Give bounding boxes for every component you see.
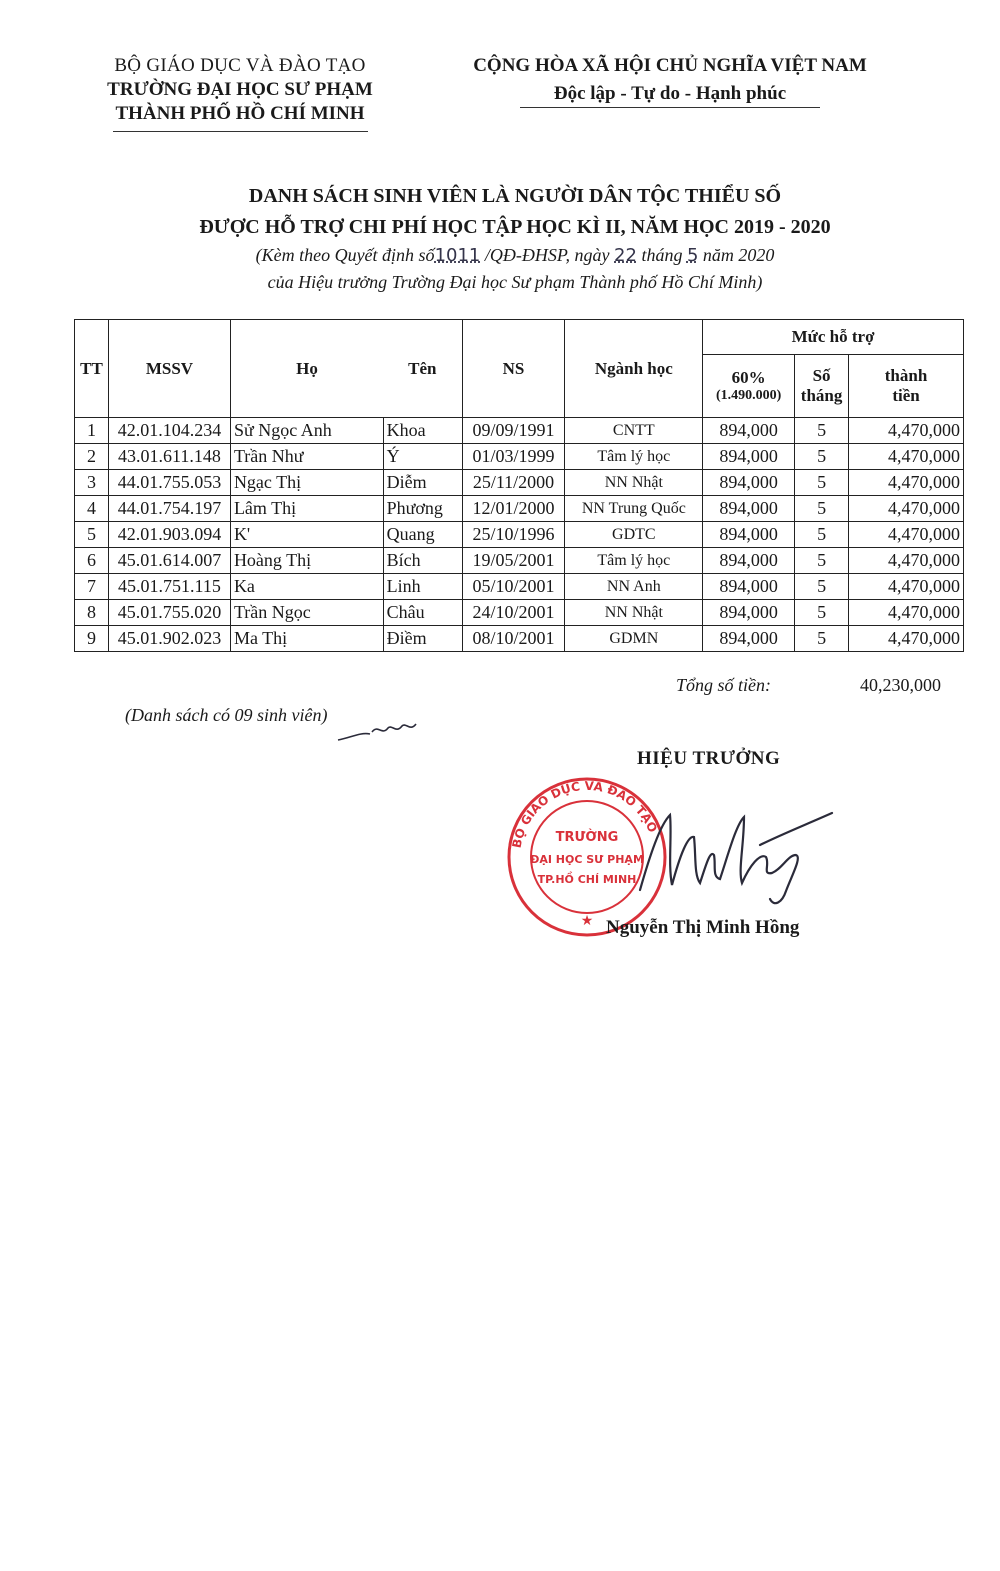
decision-month: 5	[686, 245, 699, 266]
total-value: 40,230,000	[860, 675, 941, 695]
title-line4: của Hiệu trưởng Trường Đại học Sư phạm Thành phố Hồ Chí Minh)	[267, 272, 763, 292]
cell-months: 5	[795, 574, 849, 600]
cell-total: 4,470,000	[849, 522, 964, 548]
decision-number: 1011	[434, 245, 481, 266]
cell-ten: Quang	[383, 522, 462, 548]
cell-amount: 894,000	[703, 418, 795, 444]
cell-mssv: 42.01.903.094	[108, 522, 230, 548]
decision-day: 22	[614, 245, 637, 266]
seal-line2: ĐẠI HỌC SƯ PHẠM	[530, 853, 644, 866]
col-header-mssv: MSSV	[108, 320, 230, 418]
cell-ns: 05/10/2001	[462, 574, 565, 600]
cell-ns: 25/11/2000	[462, 470, 565, 496]
cell-months: 5	[795, 496, 849, 522]
cell-tt: 6	[75, 548, 109, 574]
cell-total: 4,470,000	[849, 600, 964, 626]
cell-nganh: NN Nhật	[565, 600, 703, 626]
cell-nganh: CNTT	[565, 418, 703, 444]
cell-tt: 7	[75, 574, 109, 600]
cell-ten: Bích	[383, 548, 462, 574]
cell-ho: Ka	[230, 574, 383, 600]
cell-ten: Diễm	[383, 470, 462, 496]
cell-nganh: NN Nhật	[565, 470, 703, 496]
initials-mark	[330, 710, 430, 750]
cell-months: 5	[795, 444, 849, 470]
cell-amount: 894,000	[703, 574, 795, 600]
cell-amount: 894,000	[703, 444, 795, 470]
cell-mssv: 43.01.611.148	[108, 444, 230, 470]
cell-nganh: GDTC	[565, 522, 703, 548]
seal-ring-text: BỘ GIÁO DỤC VÀ ĐÀO TẠO	[509, 778, 660, 850]
table-row	[75, 626, 964, 652]
cell-months: 5	[795, 600, 849, 626]
seal-line3: TP.HỒ CHÍ MINH	[537, 873, 637, 886]
cell-months: 5	[795, 548, 849, 574]
col-header-pct-amount: (1.490.000)	[715, 388, 782, 403]
cell-months: 5	[795, 470, 849, 496]
seal-star-icon: ★	[580, 913, 594, 929]
table-row	[75, 470, 964, 496]
decision-mid: /QĐ-ĐHSP, ngày	[484, 245, 610, 265]
col-header-so-thang-2: tháng	[800, 386, 843, 405]
col-header-thanh-tien-1: thành	[884, 366, 928, 385]
cell-tt: 9	[75, 626, 109, 652]
issuer-header	[60, 55, 420, 132]
col-header-ns: NS	[462, 320, 565, 418]
cell-mssv: 42.01.104.234	[108, 418, 230, 444]
rector-signature	[610, 795, 840, 915]
country-name: CỘNG HÒA XÃ HỘI CHỦ NGHĨA VIỆT NAM	[473, 55, 867, 76]
col-header-ten: Tên	[383, 320, 462, 418]
cell-ns: 19/05/2001	[462, 548, 565, 574]
decision-month-label: tháng	[641, 245, 683, 265]
cell-nganh: Tâm lý học	[565, 548, 703, 574]
cell-mssv: 45.01.751.115	[108, 574, 230, 600]
cell-ho: Sử Ngọc Anh	[230, 418, 383, 444]
student-support-table	[74, 319, 964, 652]
col-header-so-thang	[795, 355, 849, 418]
cell-ten: Điềm	[383, 626, 462, 652]
cell-ns: 12/01/2000	[462, 496, 565, 522]
table-row	[75, 522, 964, 548]
cell-ho: Ngạc Thị	[230, 470, 383, 496]
cell-ten: Ý	[383, 444, 462, 470]
cell-amount: 894,000	[703, 522, 795, 548]
cell-tt: 5	[75, 522, 109, 548]
cell-total: 4,470,000	[849, 470, 964, 496]
cell-nganh: Tâm lý học	[565, 444, 703, 470]
cell-ns: 08/10/2001	[462, 626, 565, 652]
title-line2: ĐƯỢC HỖ TRỢ CHI PHÍ HỌC TẬP HỌC KÌ II, NĂM HỌC 2019 - 2020	[199, 216, 831, 238]
cell-mssv: 45.01.614.007	[108, 548, 230, 574]
cell-ten: Phương	[383, 496, 462, 522]
cell-mssv: 45.01.902.023	[108, 626, 230, 652]
cell-ho: K'	[230, 522, 383, 548]
cell-amount: 894,000	[703, 496, 795, 522]
cell-amount: 894,000	[703, 626, 795, 652]
cell-total: 4,470,000	[849, 418, 964, 444]
cell-months: 5	[795, 626, 849, 652]
cell-total: 4,470,000	[849, 496, 964, 522]
cell-nganh: GDMN	[565, 626, 703, 652]
cell-tt: 1	[75, 418, 109, 444]
col-header-ho: Họ	[230, 320, 383, 418]
cell-ns: 25/10/1996	[462, 522, 565, 548]
ministry-name: BỘ GIÁO DỤC VÀ ĐÀO TẠO	[114, 55, 366, 76]
col-header-thanh-tien-2: tiền	[892, 386, 920, 405]
document-title	[80, 185, 950, 293]
cell-amount: 894,000	[703, 600, 795, 626]
cell-ten: Khoa	[383, 418, 462, 444]
cell-nganh: NN Trung Quốc	[565, 496, 703, 522]
school-name-line1: TRƯỜNG ĐẠI HỌC SƯ PHẠM	[107, 79, 373, 100]
cell-ho: Lâm Thị	[230, 496, 383, 522]
cell-total: 4,470,000	[849, 548, 964, 574]
col-header-pct: 60%	[731, 368, 766, 387]
cell-ns: 24/10/2001	[462, 600, 565, 626]
table-row	[75, 444, 964, 470]
cell-mssv: 45.01.755.020	[108, 600, 230, 626]
decision-year: năm 2020	[702, 245, 775, 265]
seal-line1: TRƯỜNG	[555, 830, 619, 845]
cell-tt: 2	[75, 444, 109, 470]
col-header-so-thang-1: Số	[812, 366, 831, 385]
cell-total: 4,470,000	[849, 626, 964, 652]
cell-ns: 01/03/1999	[462, 444, 565, 470]
national-motto: Độc lập - Tự do - Hạnh phúc	[553, 83, 787, 104]
cell-ns: 09/09/1991	[462, 418, 565, 444]
table-row	[75, 548, 964, 574]
cell-ho: Trần Ngọc	[230, 600, 383, 626]
col-header-nganh: Ngành học	[565, 320, 703, 418]
col-header-muc-ho-tro: Mức hỗ trợ	[703, 320, 964, 355]
signer-name: Nguyễn Thị Minh Hồng	[606, 917, 800, 938]
table-row	[75, 418, 964, 444]
cell-ho: Hoàng Thị	[230, 548, 383, 574]
col-header-60pct	[703, 355, 795, 418]
national-header	[430, 55, 910, 108]
table-row	[75, 574, 964, 600]
cell-mssv: 44.01.754.197	[108, 496, 230, 522]
student-count-note: (Danh sách có 09 sinh viên)	[125, 705, 328, 725]
school-name-line2: THÀNH PHỐ HỒ CHÍ MINH	[115, 103, 365, 124]
rector-title: HIỆU TRƯỞNG	[637, 748, 781, 769]
decision-reference	[80, 245, 950, 266]
decision-prefix: (Kèm theo Quyết định số	[255, 245, 435, 265]
motto-underline	[520, 107, 820, 108]
title-line1: DANH SÁCH SINH VIÊN LÀ NGƯỜI DÂN TỘC THIỂU SỐ	[248, 185, 782, 207]
cell-tt: 4	[75, 496, 109, 522]
cell-nganh: NN Anh	[565, 574, 703, 600]
total-label: Tổng số tiền:	[676, 675, 772, 695]
table-row	[75, 600, 964, 626]
cell-tt: 3	[75, 470, 109, 496]
cell-ho: Ma Thị	[230, 626, 383, 652]
cell-months: 5	[795, 418, 849, 444]
issuer-divider	[113, 131, 368, 132]
table-row	[75, 496, 964, 522]
cell-amount: 894,000	[703, 548, 795, 574]
cell-mssv: 44.01.755.053	[108, 470, 230, 496]
cell-months: 5	[795, 522, 849, 548]
cell-tt: 8	[75, 600, 109, 626]
cell-ten: Châu	[383, 600, 462, 626]
col-header-thanh-tien	[849, 355, 964, 418]
cell-total: 4,470,000	[849, 444, 964, 470]
cell-ho: Trần Như	[230, 444, 383, 470]
cell-total: 4,470,000	[849, 574, 964, 600]
cell-ten: Linh	[383, 574, 462, 600]
col-header-tt: TT	[75, 320, 109, 418]
cell-amount: 894,000	[703, 470, 795, 496]
